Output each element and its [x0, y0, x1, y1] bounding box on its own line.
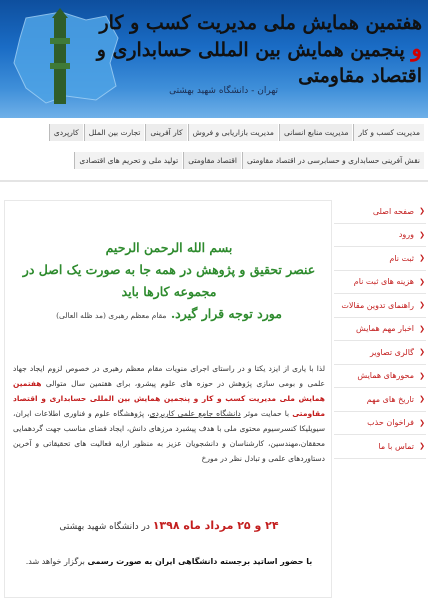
sponsor-link[interactable]: دانشگاه جامع علمی کاربردی [149, 409, 241, 418]
chevron-left-icon: ❮ [419, 207, 425, 216]
topic-hr-management[interactable]: مدیریت منابع انسانی [279, 124, 353, 141]
basmala: بسم الله الرحمن الرحیم [105, 240, 233, 255]
sidebar-item-news[interactable]: ❮ اخبار مهم همایش [334, 318, 426, 342]
chevron-left-icon: ❮ [419, 277, 425, 286]
chevron-left-icon: ❮ [419, 442, 425, 451]
sidebar-item-fees[interactable]: ❮ هزینه های ثبت نام [334, 271, 426, 295]
chevron-left-icon: ❮ [419, 230, 425, 239]
header-banner [0, 0, 428, 118]
topic-accounting-role[interactable]: نقش آفرینی حسابداری و حسابرسی در اقتصاد مقاومتی [242, 152, 424, 169]
chevron-left-icon: ❮ [419, 395, 425, 404]
intro-paragraph: لذا با یاری از ایزد یکتا و در راستای اجرای منویات مقام معظم رهبری در خصوص لزوم ایجاد جهاد علمی و بومی سازی پژوهش در حوزه های علوم پیشرو، برای هفتمین سال متوالی هفتمین همایش ملی مدیریت کسب و کار و پنجمین همایش بین المللی حسابداری و اقتصاد مقاومتی با حمایت موثر دانشگاه جامع علمی کاربردی، پژوهشگاه علوم و فناوری اطلاعات ایران، سیویلیکا کنسرسیوم محتوی ملی با هدف پیشبرد مرزهای دانش، ایجاد فضای مناسب جهت گردهمایی محققان،مهندسین، کارشناسان و دانشجویان عزیز به منظور ارایه فعالیت های تحقیقاتی و آخرین دستاوردهای علمی و تبادل نظر در مورخ [13, 364, 325, 463]
topic-national-production[interactable]: تولید ملی و تحریم های اقتصادی [74, 152, 182, 169]
date-value: ۲۴ و ۲۵ مرداد ماه ۱۳۹۸ [152, 519, 279, 532]
date-venue: در دانشگاه شهید بهشتی [59, 522, 150, 532]
topic-business-management[interactable]: مدیریت کسب و کار [353, 124, 424, 141]
sidebar-item-gallery[interactable]: ❮ گالری تصاویر [334, 341, 426, 365]
title-amp: و [411, 36, 422, 62]
sidebar-item-paper-guide[interactable]: ❮ راهنمای تدوین مقالات [334, 294, 426, 318]
university-tower-logo [40, 8, 80, 108]
conference-location: تهران - دانشگاه شهید بهشتی [169, 86, 278, 96]
title-part1: هفتمین همایش ملی مدیریت کسب و کار [99, 12, 422, 34]
chevron-left-icon: ❮ [419, 348, 425, 357]
conference-date [11, 519, 327, 532]
quote-attribution: مقام معظم رهبری (مد ظله العالی) [56, 311, 167, 320]
sidebar-item-topics[interactable]: ❮ محورهای همایش [334, 365, 426, 389]
sidebar-item-contact[interactable]: ❮ تماس با ما [334, 435, 426, 459]
title-part2: پنجمین همایش بین المللی حسابداری و اقتصاد مقاومتی [96, 39, 422, 87]
topic-international-trade[interactable]: تجارت بین الملل [84, 124, 145, 141]
presence-line: با حضور اساتید برجسته دانشگاهی ایران به صورت رسمی برگزار خواهد شد. [25, 557, 313, 566]
quote-heading [11, 237, 327, 327]
sidebar-menu [334, 200, 426, 459]
chevron-left-icon: ❮ [419, 371, 425, 380]
sidebar-item-register[interactable]: ❮ ثبت نام [334, 247, 426, 271]
sidebar-item-call[interactable]: ❮ فراخوان حذب [334, 412, 426, 436]
topic-resistance-economy[interactable]: اقتصاد مقاومتی [183, 152, 241, 169]
topic-row-1 [48, 124, 424, 141]
conference-name-highlight: هفتمین همایش ملی مدیریت کسب و کار و پنجمین همایش بین المللی حسابداری و اقتصاد مقاومتی [13, 379, 325, 418]
chevron-left-icon: ❮ [419, 418, 425, 427]
chevron-left-icon: ❮ [419, 301, 425, 310]
topic-marketing[interactable]: مدیریت بازاریابی و فروش [188, 124, 278, 141]
sidebar-item-home[interactable]: ❮ صفحه اصلی [334, 200, 426, 224]
chevron-left-icon: ❮ [419, 324, 425, 333]
topic-entrepreneurship[interactable]: کار آفرینی [145, 124, 186, 141]
main-content [4, 200, 332, 598]
quote-line-1: عنصر تحقیق و پژوهش در همه جا به صورت یک اصل در مجموعه کارها باید [22, 262, 316, 299]
conference-title [92, 10, 422, 89]
topic-navigation [0, 118, 428, 182]
sidebar-item-dates[interactable]: ❮ تاریخ های مهم [334, 388, 426, 412]
chevron-left-icon: ❮ [419, 254, 425, 263]
topic-row-2 [73, 152, 424, 169]
quote-line-2: مورد توجه قرار گیرد. [170, 306, 282, 321]
topic-applied[interactable]: کارپردی [49, 124, 83, 141]
sidebar-item-login[interactable]: ❮ ورود [334, 224, 426, 248]
